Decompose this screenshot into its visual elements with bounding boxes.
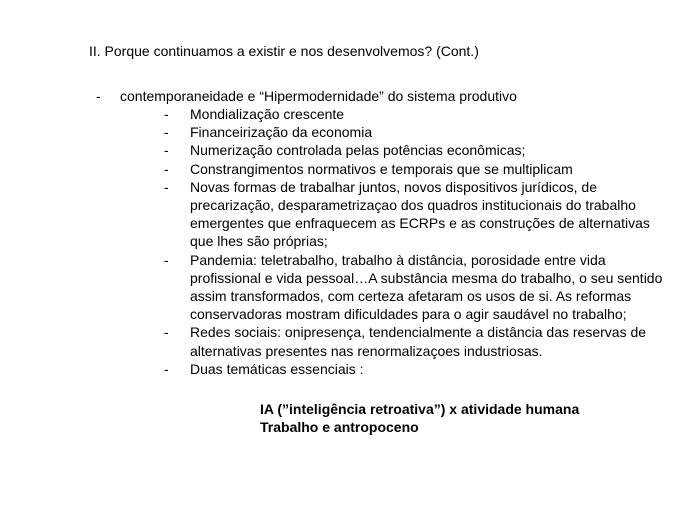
sub-point-text: Constrangimentos normativos e temporais que se multiplicam	[190, 160, 573, 177]
sub-point-list	[164, 105, 674, 378]
sub-point-bullet: -	[164, 178, 169, 195]
main-point-text: contemporaneidade e “Hipermodernidade” do sistema produtivo	[120, 88, 517, 104]
sub-point	[164, 178, 674, 251]
sub-point-text: Financeirização da economia	[190, 124, 373, 141]
sub-point-bullet: -	[164, 106, 169, 122]
sub-point	[164, 141, 674, 159]
slide-title: II. Porque continuamos a existir e nos desenvolvemos? (Cont.)	[89, 43, 479, 59]
main-point-bullet: -	[96, 88, 101, 104]
sub-point	[164, 360, 674, 378]
sub-point	[164, 105, 674, 123]
sub-point-text: Numerização controlada pelas potências econômicas;	[190, 142, 526, 159]
sub-point-bullet: -	[164, 160, 169, 177]
sub-point-text: Redes sociais: onipresença, tendencialmente a distância das reservas de alternativas presentes nas renormalizaçoes industriosas.	[190, 324, 647, 359]
sub-point	[164, 251, 674, 324]
sub-point-bullet: -	[164, 124, 169, 141]
sub-point-bullet: -	[164, 360, 169, 377]
sub-point-bullet: -	[164, 251, 169, 268]
sub-point-text: Duas temáticas essenciais :	[190, 360, 364, 377]
sub-point-bullet: -	[164, 142, 169, 159]
theme-item: IA (”inteligência retroativa”) x atividade humana	[260, 401, 580, 417]
sub-point	[164, 123, 674, 141]
sub-point-bullet: -	[164, 324, 169, 341]
sub-point-text: Pandemia: teletrabalho, trabalho à distância, porosidade entre vida profissional e vida pessoal…A substância mesma do trabalho, o seu sentido assim transformados, com certeza afetaram os usos de si. As reformas conservadoras mostram dificuldades para o agir saudável no trabalho;	[190, 251, 663, 323]
sub-point-text: Novas formas de trabalhar juntos, novos dispositivos jurídicos, de precarização, desparametrizaçao dos quadros institucionais do trabalho emergentes que enfraquecem as ECRPs e as construções de alternativas que lhes são próprias;	[190, 178, 650, 250]
sub-point	[164, 160, 674, 178]
essential-themes	[260, 400, 579, 436]
theme-item: Trabalho e antropoceno	[260, 419, 419, 435]
sub-point	[164, 323, 674, 359]
sub-point-text: Mondialização crescente	[190, 106, 345, 122]
